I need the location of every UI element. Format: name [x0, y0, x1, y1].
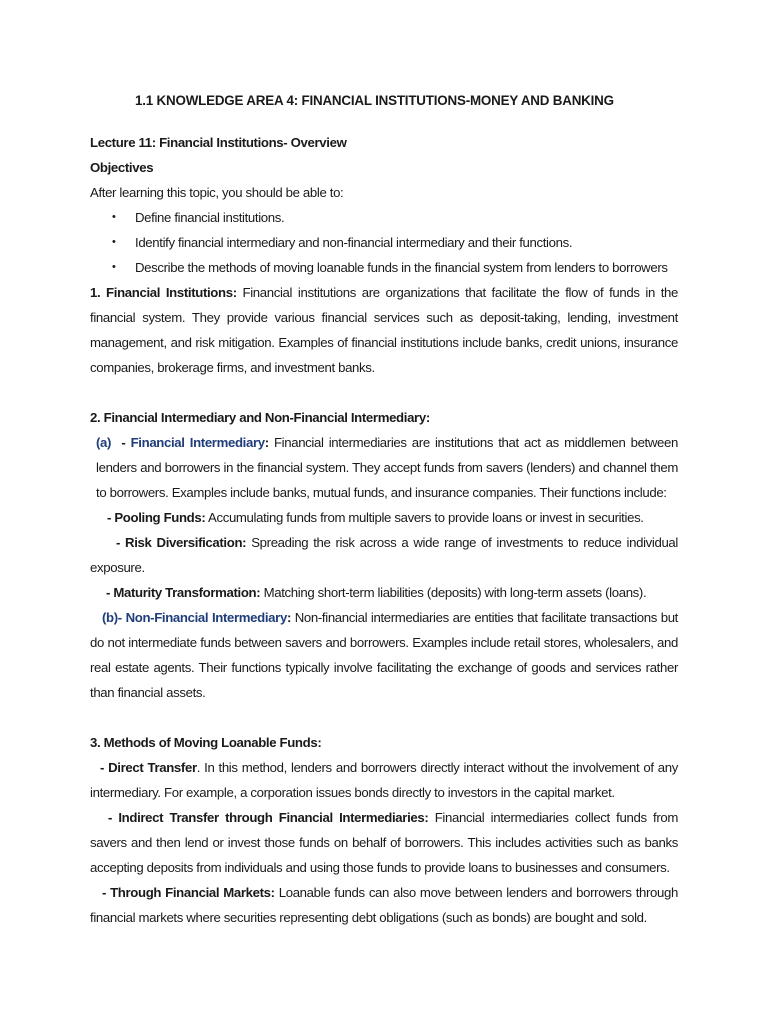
section-heading: 1. Financial Institutions:	[90, 285, 237, 300]
method-financial-markets	[90, 880, 678, 930]
document-page	[90, 88, 678, 930]
item-label-a: (a)	[96, 435, 112, 450]
function-text: Accumulating funds from multiple savers to provide loans or invest in securities.	[205, 510, 644, 525]
method-text: Financial intermediaries collect funds from savers and then lend or invest those funds on behalf of borrowers. This includes activities such as banks accepting deposits from individuals and using those funds to provide loans to businesses and consumers.	[90, 810, 678, 875]
non-financial-intermediary-paragraph	[90, 605, 678, 705]
term-colon: :	[264, 435, 269, 450]
function-term: - Pooling Funds:	[107, 510, 206, 525]
objective-text: Identify financial intermediary and non-financial intermediary and their functions.	[135, 235, 573, 250]
method-text: . In this method, lenders and borrowers directly interact without the involvement of any intermediary. For example, a corporation issues bonds directly to investors in the capital market.	[90, 760, 678, 800]
term-colon: :	[286, 610, 291, 625]
section-financial-institutions	[90, 280, 678, 380]
function-pooling-funds	[90, 505, 678, 530]
page-title: 1.1 KNOWLEDGE AREA 4: FINANCIAL INSTITUTIONS-MONEY AND BANKING	[135, 93, 614, 108]
item-dash: -	[111, 435, 131, 450]
objectives-intro: After learning this topic, you should be able to:	[90, 185, 344, 200]
objective-text: Describe the methods of moving loanable funds in the financial system from lenders to borrowers	[135, 260, 668, 275]
method-term: - Direct Transfer	[100, 760, 197, 775]
objective-item	[112, 255, 678, 280]
function-text: Matching short-term liabilities (deposits) with long-term assets (loans).	[260, 585, 647, 600]
objectives-list	[90, 205, 678, 280]
function-maturity-transformation	[90, 580, 678, 605]
method-indirect-transfer	[90, 805, 678, 880]
bullet-icon: •	[112, 261, 116, 273]
bullet-icon: •	[112, 236, 116, 248]
section-heading-methods: 3. Methods of Moving Loanable Funds:	[90, 735, 322, 750]
method-term: - Through Financial Markets:	[102, 885, 275, 900]
spacer	[90, 113, 678, 130]
non-financial-intermediary-term: (b)- Non-Financial Intermediary	[102, 610, 287, 625]
method-term: - Indirect Transfer through Financial Intermediaries:	[108, 810, 429, 825]
section-heading-intermediaries: 2. Financial Intermediary and Non-Financial Intermediary:	[90, 410, 430, 425]
financial-intermediary-text: Financial intermediaries are institutions that act as middlemen between lenders and borrowers in the financial system. They accept funds from savers (lenders) and channel them to borrowers. Examples include banks, mutual funds, and insurance companies. Their functions include:	[96, 435, 678, 500]
function-text: Spreading the risk across a wide range of investments to reduce individual exposure.	[90, 535, 678, 575]
spacer	[90, 705, 678, 730]
function-risk-diversification	[90, 530, 678, 580]
method-text: Loanable funds can also move between lenders and borrowers through financial markets where securities representing debt obligations (such as bonds) are bought and sold.	[90, 885, 678, 925]
function-term: - Risk Diversification:	[116, 535, 247, 550]
objectives-heading: Objectives	[90, 160, 154, 175]
method-direct-transfer	[90, 755, 678, 805]
objective-item	[112, 230, 678, 255]
non-financial-intermediary-text: Non-financial intermediaries are entities that facilitate transactions but do not intermediate funds between savers and borrowers. Examples include retail stores, wholesalers, and real estate agents. Their functions typically involve facilitating the exchange of goods and services rather than financial assets.	[90, 610, 678, 700]
financial-intermediary-paragraph	[90, 430, 678, 505]
bullet-icon: •	[112, 211, 116, 223]
objective-text: Define financial institutions.	[135, 210, 285, 225]
spacer	[90, 380, 678, 405]
objective-item	[112, 205, 678, 230]
function-term: - Maturity Transformation:	[106, 585, 261, 600]
lecture-heading: Lecture 11: Financial Institutions- Overview	[90, 135, 347, 150]
financial-intermediary-term: Financial Intermediary	[130, 435, 265, 450]
section-text: Financial institutions are organizations that facilitate the flow of funds in the financial system. They provide various financial services such as deposit-taking, lending, investment management, and risk mitigation. Examples of financial institutions include banks, credit unions, insurance companies, brokerage firms, and investment banks.	[90, 285, 678, 375]
